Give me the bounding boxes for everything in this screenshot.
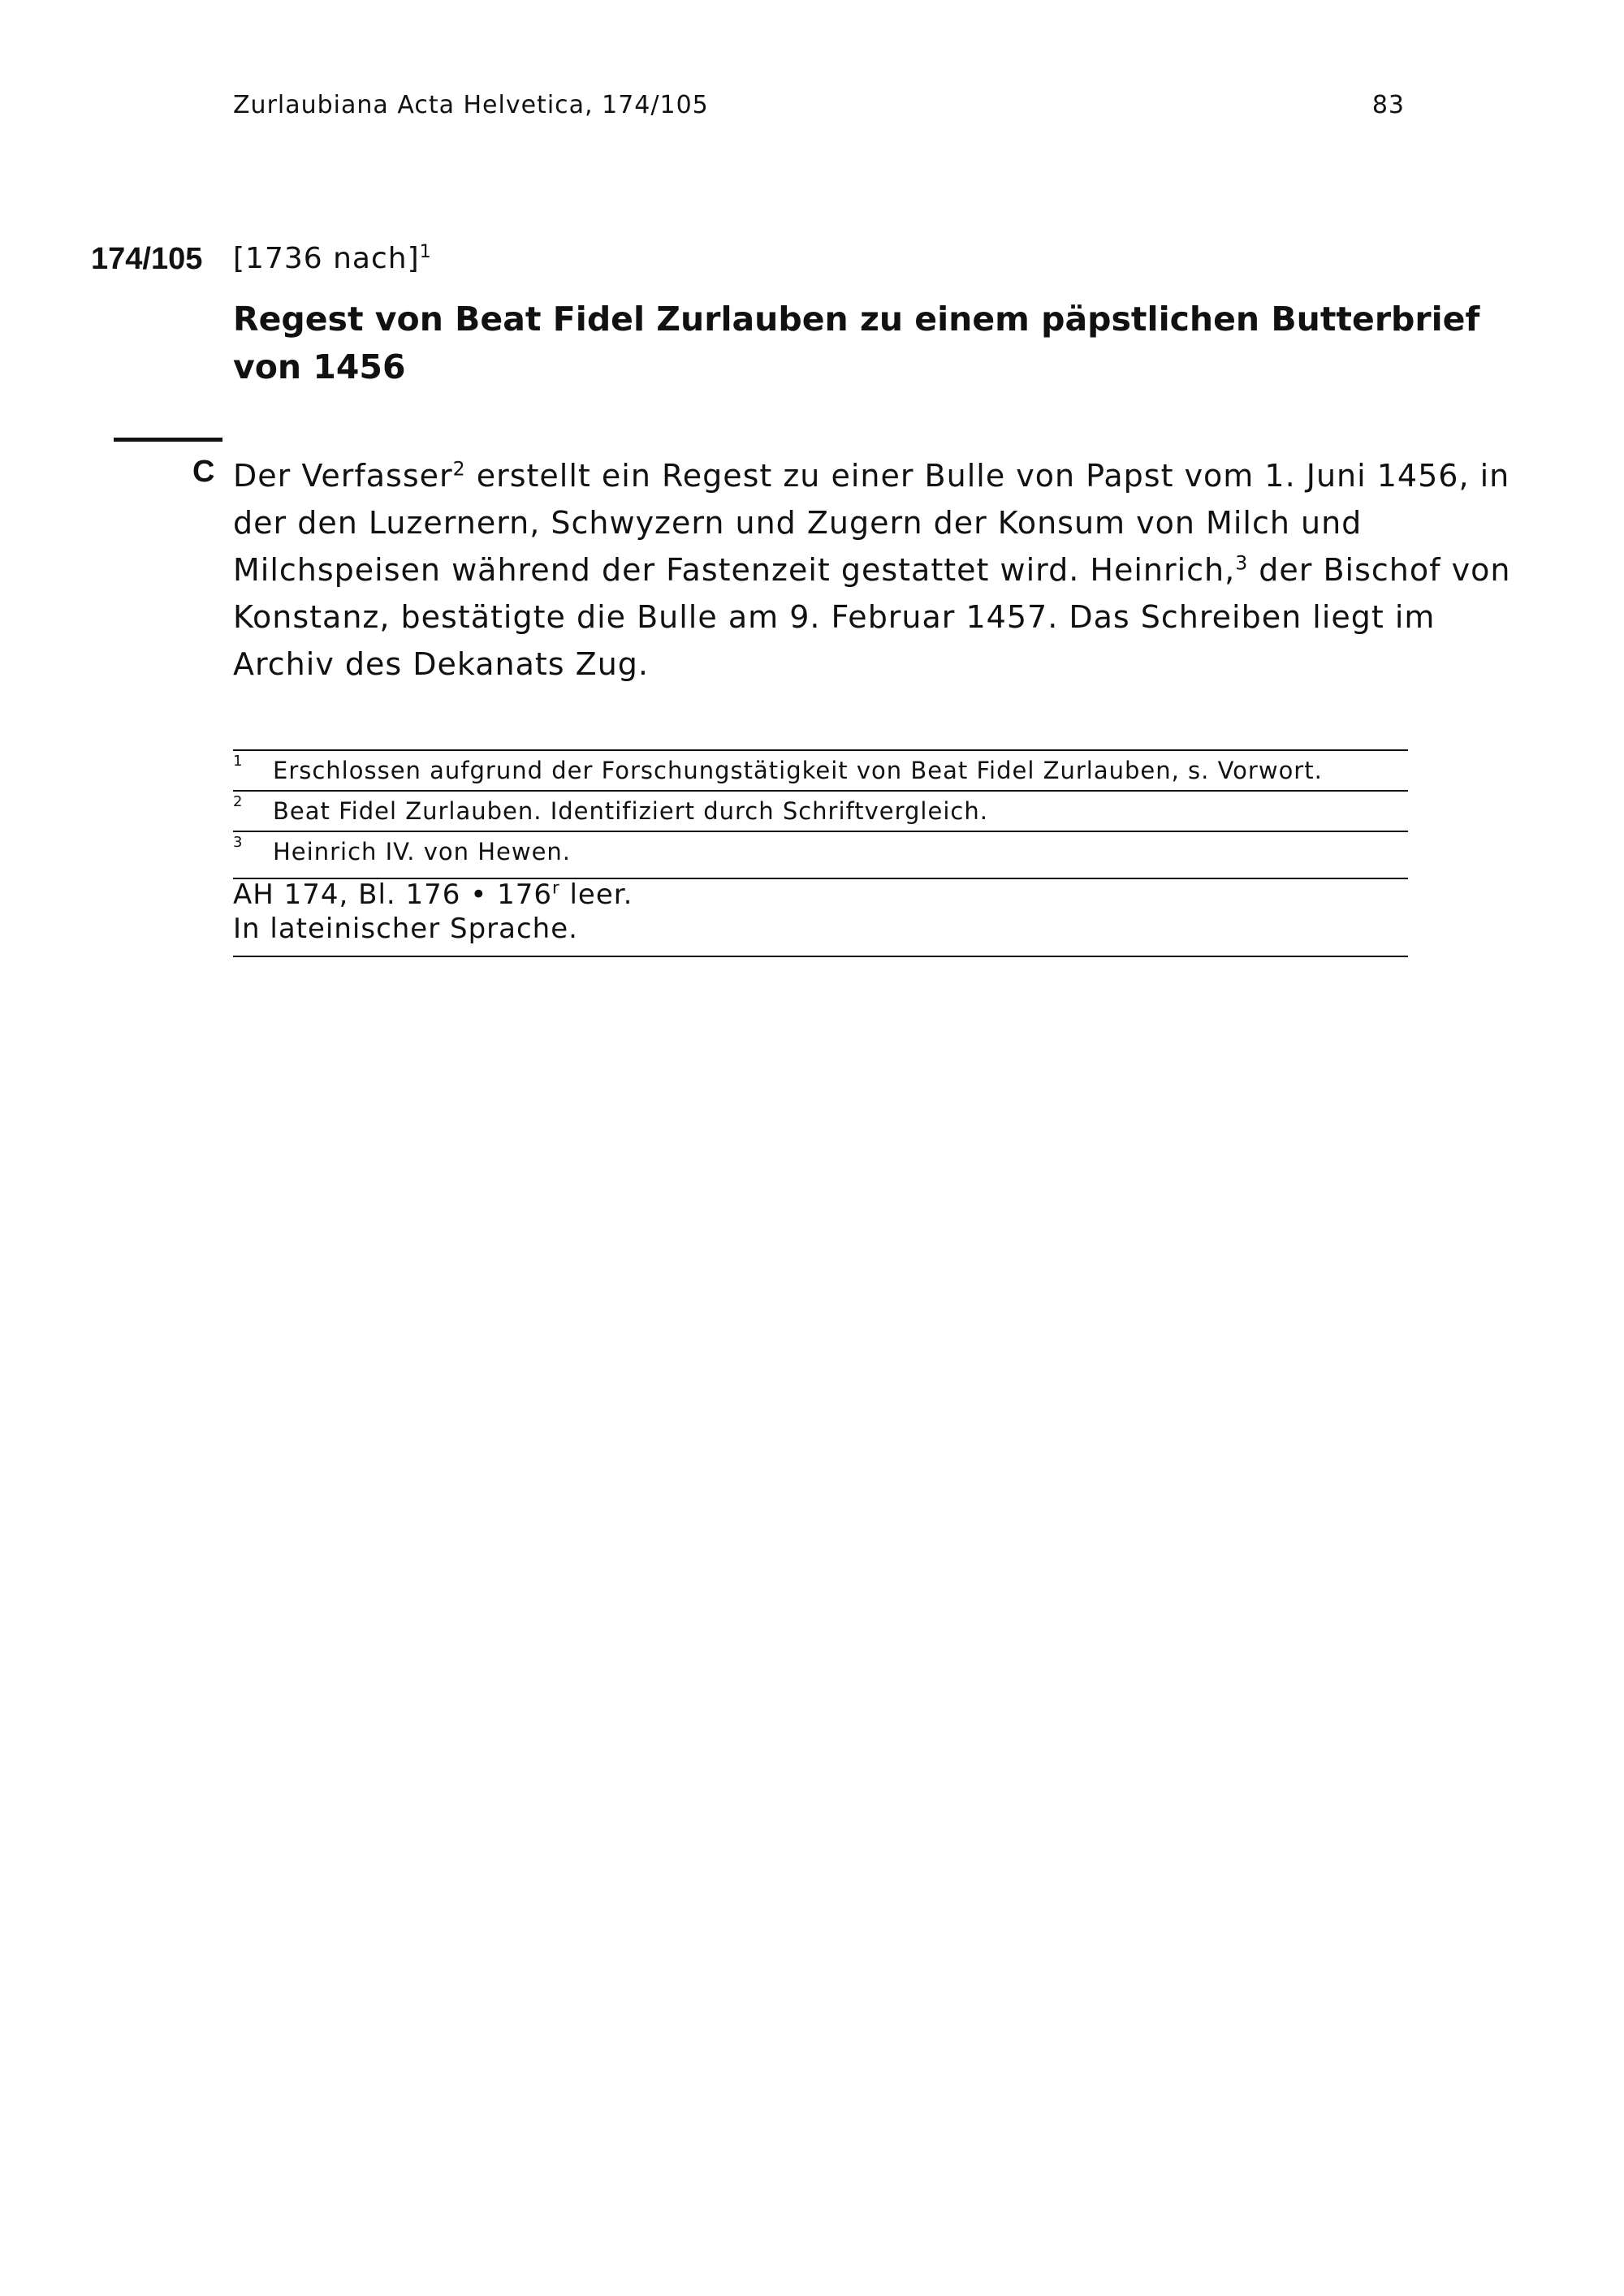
summary-line-1 xyxy=(233,452,1510,499)
summary-text: erstellt ein Regest zu einer Bulle von Papst vom 1. Juni 1456, in xyxy=(465,458,1510,494)
source-block xyxy=(233,878,1408,957)
entry-title-line-2: von 1456 xyxy=(233,347,406,386)
section-letter: C xyxy=(192,455,215,489)
footnote-1 xyxy=(233,749,1408,790)
source-text: leer. xyxy=(559,878,633,911)
entry-date-line xyxy=(233,242,432,275)
footnotes xyxy=(233,749,1408,879)
entry-title xyxy=(233,296,1480,391)
page-number: 83 xyxy=(1371,91,1405,119)
running-header-title: Zurlaubiana Acta Helvetica, 174/105 xyxy=(233,91,709,119)
entry-date: [1736 nach] xyxy=(233,242,420,275)
footnote-text: Heinrich IV. von Hewen. xyxy=(273,838,572,865)
footnote-2 xyxy=(233,790,1408,831)
footnote-text: Beat Fidel Zurlauben. Identifiziert durch Schriftvergleich. xyxy=(273,797,988,825)
summary-text: Der Verfasser xyxy=(233,458,453,494)
source-text: AH 174, Bl. 176 • 176 xyxy=(233,878,552,911)
footnote-ref-2[interactable]: 2 xyxy=(452,457,466,481)
summary-line-3 xyxy=(233,546,1511,593)
footnote-number: 3 xyxy=(233,834,244,851)
summary-line-5: Archiv des Dekanats Zug. xyxy=(233,646,649,682)
footnote-ref-1[interactable]: 1 xyxy=(419,241,432,262)
summary-text: der Bischof von xyxy=(1248,552,1511,588)
entry-title-line-1: Regest von Beat Fidel Zurlauben zu einem päpstlichen Butterbrief xyxy=(233,300,1480,339)
footnote-ref-3[interactable]: 3 xyxy=(1235,551,1249,575)
summary-line-2: der den Luzernern, Schwyzern und Zugern der Konsum von Milch und xyxy=(233,505,1363,541)
footnote-3 xyxy=(233,831,1408,871)
footnote-number: 1 xyxy=(233,753,244,770)
footnote-text: Erschlossen aufgrund der Forschungstätigkeit von Beat Fidel Zurlauben, s. Vorwort. xyxy=(273,757,1323,784)
section-divider xyxy=(114,438,222,442)
entry-number: 174/105 xyxy=(91,242,203,276)
footnote-number: 2 xyxy=(233,793,244,810)
summary-text: Milchspeisen während der Fastenzeit gestattet wird. Heinrich, xyxy=(233,552,1236,588)
recto-mark: r xyxy=(552,877,560,898)
summary-paragraph xyxy=(233,452,1511,688)
source-end-rule xyxy=(233,956,1408,957)
source-line-2: In lateinischer Sprache. xyxy=(233,913,578,945)
source-line-1 xyxy=(233,878,1408,912)
summary-line-4: Konstanz, bestätigte die Bulle am 9. Februar 1457. Das Schreiben liegt im xyxy=(233,599,1436,635)
